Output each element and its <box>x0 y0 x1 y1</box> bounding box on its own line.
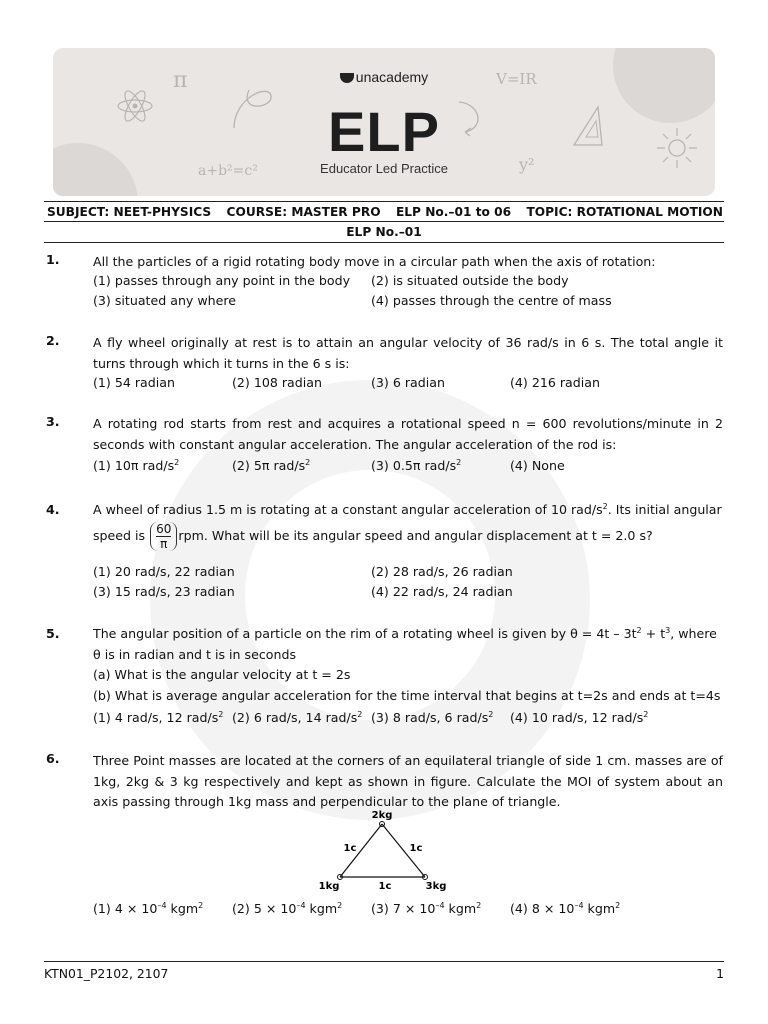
option-3: (3) 6 radian <box>371 375 445 390</box>
header-elp-range: ELP No.–01 to 06 <box>395 205 512 219</box>
option-1: (1) 54 radian <box>93 375 175 390</box>
question-text-line-2: θ is in radian and t is in seconds <box>93 647 297 662</box>
fraction-60-over-pi: $\frac{60}{\pi}$ <box>150 522 177 551</box>
option-4: (4) 216 radian <box>510 375 600 390</box>
label-side-right: 1c <box>409 843 423 854</box>
question-text-line-1: The angular position of a particle on the rim of a rotating wheel is given by $\theta = 4t - 3t^2 + t^3$, where <box>93 626 717 641</box>
option-4: (4) $8 \times 10^{-4}$ kgm$^2$ <box>510 901 621 916</box>
doodle-pi: π <box>173 68 188 93</box>
brand-name: unacademy <box>355 69 429 85</box>
option-3: (3) 8 rad/s, 6 rad/$s^2$ <box>371 710 494 725</box>
footer-code: KTN01_P2102, 2107 <box>44 966 169 981</box>
option-1: (1) $4 \times 10^{-4}$ kgm$^2$ <box>93 901 204 916</box>
question-number: 2. <box>46 333 60 348</box>
header-course: COURSE: MASTER PRO <box>226 205 381 219</box>
option-4: (4) 10 rad/s, 12 rad/$s^2$ <box>510 710 649 725</box>
header-subject: SUBJECT: NEET-PHYSICS <box>47 205 212 219</box>
option-1: (1) 4 rad/s, 12 rad/$s^2$ <box>93 710 224 725</box>
option-3: (3) 0.5π rad/$s^2$ <box>371 458 462 473</box>
question-number: 4. <box>46 502 60 517</box>
option-2: (2) 108 radian <box>232 375 322 390</box>
option-2: (2) 6 rad/s, 14 rad/$s^2$ <box>232 710 363 725</box>
label-side-left: 1c <box>343 843 357 854</box>
question-number: 3. <box>46 414 60 429</box>
option-2: (2) is situated outside the body <box>371 273 569 288</box>
elp-number-heading: ELP No.–01 <box>346 225 422 239</box>
label-side-bottom: 1c <box>378 881 392 892</box>
question-text: All the particles of a rigid rotating body move in a circular path when the axis of rotation: <box>93 254 656 269</box>
option-3: (3) $7 \times 10^{-4}$ kgm$^2$ <box>371 901 482 916</box>
doodle-equation: a+b²=c² <box>198 163 258 179</box>
label-2kg: 2kg <box>371 810 393 821</box>
option-4: (4) passes through the centre of mass <box>371 293 612 308</box>
label-1kg: 1kg <box>318 881 340 892</box>
option-2: (2) 5π rad/$s^2$ <box>232 458 311 473</box>
option-3: (3) situated any where <box>93 293 237 308</box>
question-number: 6. <box>46 751 60 766</box>
page-number: 1 <box>716 966 724 981</box>
option-4: (4) 22 rad/s, 24 radian <box>371 584 513 599</box>
question-part-a: (a) What is the angular velocity at t = 2s <box>93 667 351 682</box>
label-3kg: 3kg <box>425 881 447 892</box>
header-topic: TOPIC: ROTATIONAL MOTION <box>526 205 723 219</box>
banner-title: ELP <box>328 100 440 163</box>
question-text-line-1: A wheel of radius 1.5 m is rotating at a constant angular acceleration of 10 rad/$s^2$. Its initial angular <box>93 502 722 517</box>
page-footer <box>44 966 724 981</box>
question-part-b: (b) What is average angular acceleration for the time interval that begins at t=2s and ends at t=4s <box>93 688 721 703</box>
option-1: (1) 10π rad/$s^2$ <box>93 458 180 473</box>
doodle-ohms-law: V=IR <box>496 70 537 88</box>
question-text: Three Point masses are located at the corners of an equilateral triangle of side 1 cm. masses are of 1kg, 2kg & 3 kg respectively and kept as shown in figure. Calculate the MOI of system about an axis passing through 1kg mass and perpendicular to the plane of triangle. <box>93 753 723 809</box>
doodle-y-squared: y² <box>519 155 535 174</box>
question-text: A rotating rod starts from rest and acquires a rotational speed n = 600 revolutions/minute in 2 seconds with constant angular acceleration. The angular acceleration of the rod is: <box>93 416 723 452</box>
question-number: 1. <box>46 252 60 267</box>
option-1: (1) 20 rad/s, 22 radian <box>93 564 235 579</box>
question-text-line-2: speed is $\frac{60}{\pi}$ rpm. What will be its angular speed and angular displacement at t = 2.0 s? <box>93 522 653 551</box>
option-3: (3) 15 rad/s, 23 radian <box>93 584 235 599</box>
option-1: (1) passes through any point in the body <box>93 273 351 288</box>
option-2: (2) 28 rad/s, 26 radian <box>371 564 513 579</box>
question-text: A fly wheel originally at rest is to attain an angular velocity of 36 rad/s in 6 s. The total angle it turns through which it turns in the 6 s is: <box>93 335 723 371</box>
question-number: 5. <box>46 626 60 641</box>
triangle-figure <box>310 806 460 896</box>
banner-subtitle: Educator Led Practice <box>320 161 448 176</box>
option-4: (4) None <box>510 458 565 473</box>
option-2: (2) $5 \times 10^{-4}$ kgm$^2$ <box>232 901 343 916</box>
